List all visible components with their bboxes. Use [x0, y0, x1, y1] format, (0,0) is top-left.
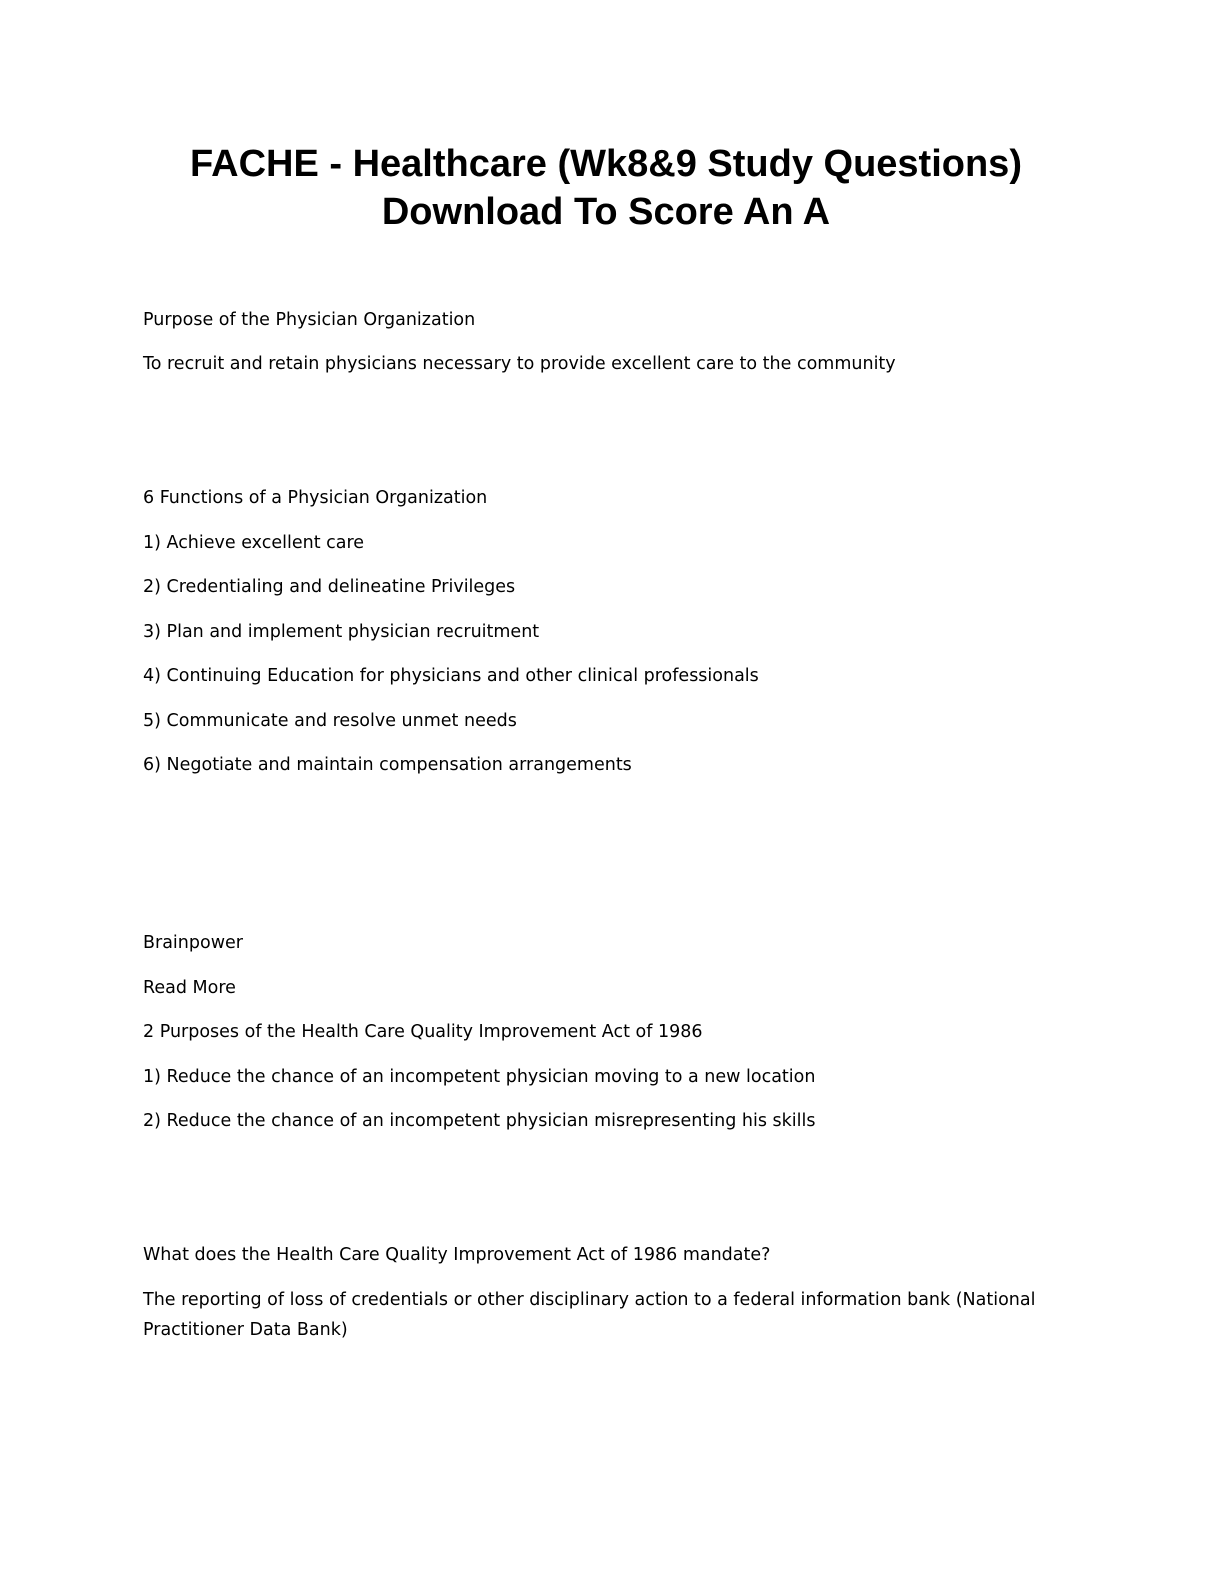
document-title-line-1: FACHE - Healthcare (Wk8&9 Study Questions) — [190, 143, 1022, 185]
section4-question: What does the Health Care Quality Improvement Act of 1986 mandate? — [143, 1245, 771, 1265]
list-item: 5) Communicate and resolve unmet needs — [143, 711, 517, 731]
section4-answer: The reporting of loss of credentials or other disciplinary action to a federal information bank (National Practitioner Data Bank) — [143, 1290, 1036, 1340]
list-item: 2) Reduce the chance of an incompetent physician misrepresenting his skills — [143, 1111, 816, 1131]
section3-question: 2 Purposes of the Health Care Quality Improvement Act of 1986 — [143, 1022, 703, 1042]
list-item: 1) Reduce the chance of an incompetent physician moving to a new location — [143, 1067, 816, 1087]
section1-question: Purpose of the Physician Organization — [143, 310, 476, 330]
brainpower-label: Brainpower — [143, 933, 243, 953]
list-item: 3) Plan and implement physician recruitment — [143, 622, 540, 642]
section2-question: 6 Functions of a Physician Organization — [143, 488, 488, 508]
list-item: 4) Continuing Education for physicians and other clinical professionals — [143, 666, 759, 686]
list-item: 6) Negotiate and maintain compensation arrangements — [143, 755, 632, 775]
section1-answer: To recruit and retain physicians necessary to provide excellent care to the community — [143, 354, 896, 374]
list-item: 2) Credentialing and delineatine Privileges — [143, 577, 516, 597]
list-item: 1) Achieve excellent care — [143, 533, 365, 553]
read-more-link[interactable]: Read More — [143, 978, 236, 998]
document-title-line-2: Download To Score An A — [381, 191, 831, 233]
